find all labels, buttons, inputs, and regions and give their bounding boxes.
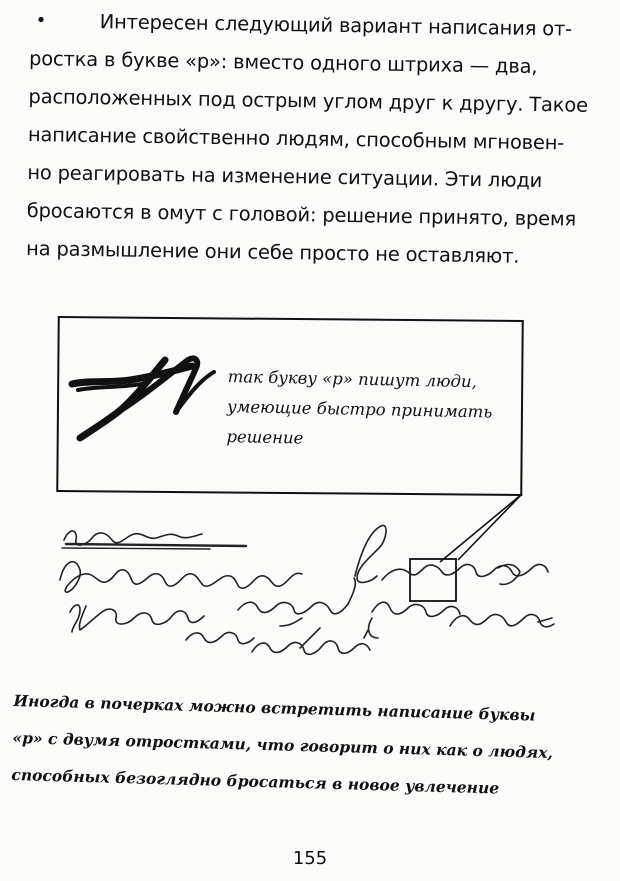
page-number: 155 — [292, 848, 328, 869]
letter-r-sample — [72, 358, 214, 438]
bullet-marker: • — [35, 10, 47, 32]
paragraph-line: бросаются в омут с головой: решение принято, время — [26, 198, 577, 231]
paragraph-line: на размышление они себе просто не оставляют. — [25, 236, 520, 268]
figure-caption — [11, 682, 614, 810]
paragraph-line: ростка в букве «р»: вместо одного штриха — два, — [28, 46, 538, 78]
caption-line: Иногда в почерках можно встретить написание буквы — [13, 690, 536, 725]
caption-line: «р» с двумя отростками, что говорит о них как о людях, — [12, 727, 554, 763]
callout-line: так букву «р» пишут люди, — [227, 366, 478, 392]
paragraph-line: но реагировать на изменение ситуации. Эти люди — [27, 160, 543, 193]
callout-line: умеющие быстро принимать — [226, 396, 493, 422]
paragraph-line: написание свойственно людям, способным мгновен- — [27, 122, 565, 155]
caption-line: способных безоглядно бросаться в новое увлечение — [11, 764, 500, 798]
callout-line: решение — [226, 426, 304, 448]
paragraph-line-text: Интересен следующий вариант написания от- — [99, 10, 573, 41]
paragraph-line: расположенных под острым углом друг к другу. Такое — [28, 84, 589, 117]
handwriting-sample — [60, 525, 554, 654]
